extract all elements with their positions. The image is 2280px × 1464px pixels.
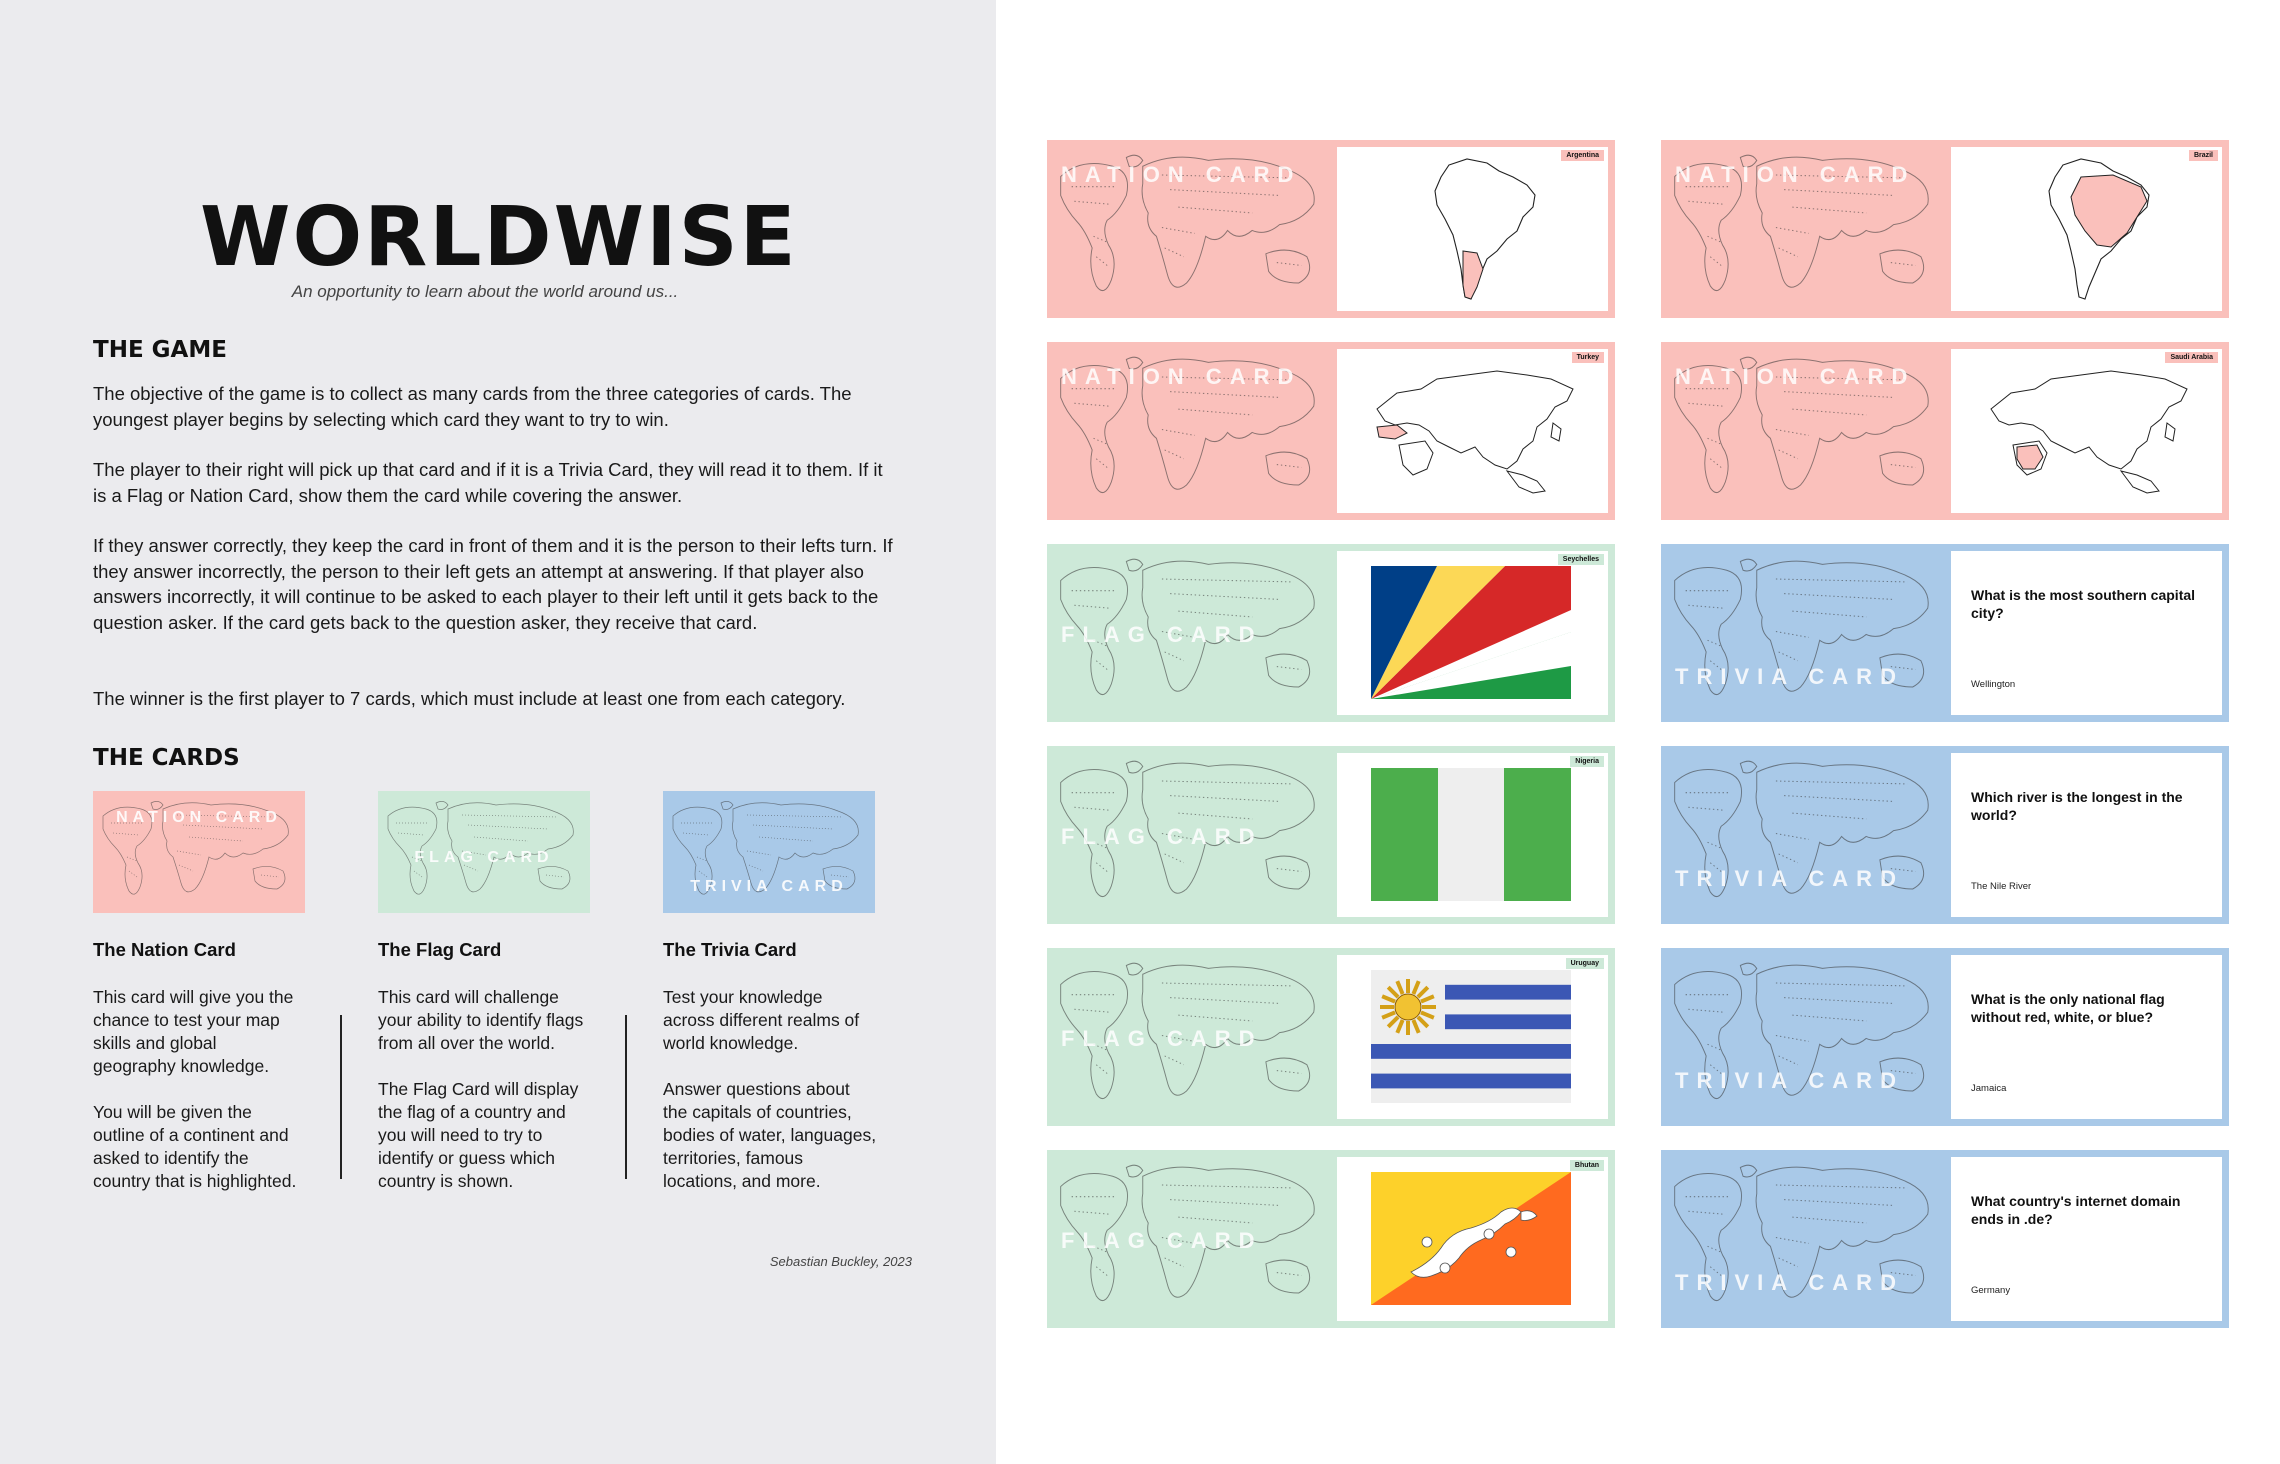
card-type-label: FLAG CARD	[1061, 622, 1263, 647]
answer-tag: Argentina	[1561, 150, 1604, 161]
flag-card	[1047, 1150, 1615, 1328]
world-map-icon	[1661, 544, 1951, 722]
trivia-card-description	[663, 986, 878, 1216]
card-answer-panel	[1951, 147, 2222, 311]
game-paragraph-4: The winner is the first player to 7 cards, which must include at least one from each category.	[93, 688, 846, 709]
trivia-answer: Jamaica	[1971, 1083, 2007, 1094]
trivia-question: What country's internet domain ends in .de?	[1971, 1193, 2181, 1227]
nation-card	[1047, 140, 1615, 318]
trivia-answer: Wellington	[1971, 679, 2016, 690]
nation-card	[1047, 342, 1615, 520]
column-divider	[625, 1015, 627, 1179]
description-paragraph: This card will challenge your ability to identify flags from all over the world.	[378, 987, 584, 1053]
card-type-label: FLAG CARD	[1061, 824, 1263, 849]
description-paragraph: Test your knowledge across different realms of world knowledge.	[663, 987, 860, 1053]
answer-tag: Bhutan	[1570, 1160, 1604, 1171]
bhutan-flag-icon	[1371, 1172, 1571, 1305]
nation-card-description	[93, 986, 298, 1216]
answer-tag: Nigeria	[1570, 756, 1604, 767]
world-map-icon	[1661, 746, 1951, 924]
seychelles-flag-icon	[1371, 566, 1571, 699]
thumbnail-label: FLAG CARD	[414, 849, 554, 866]
answer-tag: Saudi Arabia	[2165, 352, 2218, 363]
trivia-card	[1661, 746, 2229, 924]
answer-tag: Brazil	[2189, 150, 2218, 161]
page-title: WORLDWISE	[200, 190, 798, 285]
card-answer-panel	[1951, 753, 2222, 917]
rules-panel	[0, 0, 996, 1464]
description-paragraph: Answer questions about the capitals of countries, bodies of water, languages, territories, famous locations, and more.	[663, 1079, 877, 1191]
card-type-label: TRIVIA CARD	[1675, 664, 1904, 689]
description-paragraph: The Flag Card will display the flag of a country and you will need to try to identify or guess which country is shown.	[378, 1079, 579, 1191]
card-answer-panel	[1337, 753, 1608, 917]
card-answer-panel	[1337, 551, 1608, 715]
south-america-map-icon	[1337, 147, 1608, 311]
answer-tag: Seychelles	[1558, 554, 1604, 565]
trivia-card	[1661, 948, 2229, 1126]
answer-tag: Turkey	[1572, 352, 1604, 363]
trivia-card-title: The Trivia Card	[663, 939, 797, 960]
nation-card	[1661, 140, 2229, 318]
cards-gallery	[996, 0, 2280, 1464]
trivia-card	[1661, 544, 2229, 722]
trivia-card-thumbnail	[663, 791, 875, 913]
asia-map-icon	[1951, 349, 2222, 513]
page-subtitle: An opportunity to learn about the world around us...	[291, 282, 679, 301]
trivia-card	[1661, 1150, 2229, 1328]
card-type-label: NATION CARD	[1675, 364, 1916, 389]
trivia-question: Which river is the longest in the world?	[1971, 789, 2183, 823]
the-game-heading: THE GAME	[93, 337, 227, 363]
flag-card	[1047, 746, 1615, 924]
card-answer-panel	[1951, 1157, 2222, 1321]
game-paragraph-3: If they answer correctly, they keep the card in front of them and it is the person to their lefts turn. If they answer incorrectly, the person to their left gets an attempt at answering. If that player also answers incorrectly, it will continue to be asked to each player to their left until it gets back to the question asker. If the card gets back to the question asker, they receive that card.	[93, 535, 893, 633]
flag-card-title: The Flag Card	[378, 939, 502, 960]
card-answer-panel	[1951, 551, 2222, 715]
flag-card	[1047, 544, 1615, 722]
card-type-label: FLAG CARD	[1061, 1026, 1263, 1051]
flag-card-thumbnail	[378, 791, 590, 913]
card-type-label: NATION CARD	[1061, 162, 1302, 187]
nation-card	[1661, 342, 2229, 520]
flag-card-description	[378, 986, 593, 1216]
description-paragraph: This card will give you the chance to test your map skills and global geography knowledge.	[93, 987, 294, 1076]
world-map-icon	[1661, 1150, 1951, 1328]
author-credit: Sebastian Buckley, 2023	[769, 1254, 912, 1269]
trivia-answer: Germany	[1971, 1285, 2011, 1296]
trivia-question: What is the most southern capital city?	[1971, 587, 2196, 621]
the-cards-heading: THE CARDS	[93, 745, 240, 771]
card-type-label: FLAG CARD	[1061, 1228, 1263, 1253]
thumbnail-label: TRIVIA CARD	[690, 878, 848, 895]
description-paragraph: You will be given the outline of a continent and asked to identify the country that is highlighted.	[93, 1102, 297, 1191]
nation-card-title: The Nation Card	[93, 939, 236, 960]
trivia-answer: The Nile River	[1971, 881, 2032, 892]
trivia-question: What is the only national flag without red, white, or blue?	[1971, 991, 2165, 1025]
card-answer-panel	[1337, 1157, 1608, 1321]
game-paragraph-1: The objective of the game is to collect as many cards from the three categories of cards. The youngest player begins by selecting which card they want to try to win.	[93, 383, 852, 430]
card-answer-panel	[1337, 955, 1608, 1119]
nigeria-flag-icon	[1371, 768, 1571, 901]
card-answer-panel	[1337, 349, 1608, 513]
card-answer-panel	[1951, 349, 2222, 513]
nation-card-thumbnail	[93, 791, 305, 913]
card-type-label: TRIVIA CARD	[1675, 1270, 1904, 1295]
flag-card	[1047, 948, 1615, 1126]
card-answer-panel	[1951, 955, 2222, 1119]
game-paragraph-2: The player to their right will pick up that card and if it is a Trivia Card, they will read it to them. If it is a Flag or Nation Card, show them the card while covering the answer.	[93, 459, 883, 506]
thumbnail-label: NATION CARD	[116, 809, 282, 826]
card-type-label: TRIVIA CARD	[1675, 866, 1904, 891]
answer-tag: Uruguay	[1566, 958, 1604, 969]
card-answer-panel	[1337, 147, 1608, 311]
card-type-label: NATION CARD	[1675, 162, 1916, 187]
column-divider	[340, 1015, 342, 1179]
south-america-map-icon	[1951, 147, 2222, 311]
asia-map-icon	[1337, 349, 1608, 513]
uruguay-flag-icon	[1371, 970, 1571, 1103]
world-map-icon	[1661, 948, 1951, 1126]
card-type-label: NATION CARD	[1061, 364, 1302, 389]
card-type-label: TRIVIA CARD	[1675, 1068, 1904, 1093]
